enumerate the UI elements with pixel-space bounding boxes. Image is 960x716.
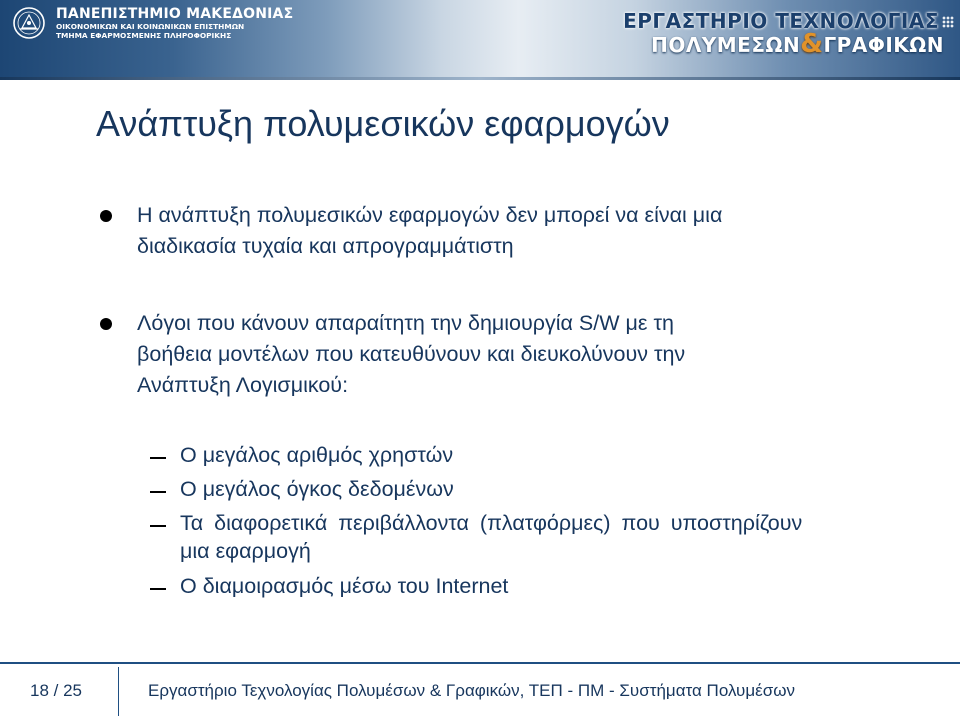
lab-name-line-1: ΕΡΓΑΣΤΗΡΙΟ ΤΕΧΝΟΛΟΓΙΑΣ xyxy=(623,9,939,33)
footer-separator xyxy=(118,667,119,716)
lab-name-line-2 xyxy=(623,29,944,59)
subitem-2: Ο μεγάλος όγκος δεδομένων xyxy=(180,477,454,501)
lab-name-polymeson: ΠΟΛΥΜΕΣΩΝ xyxy=(651,33,801,57)
lab-name-ampersand: & xyxy=(800,29,824,59)
lab-dots-decoration xyxy=(942,16,954,28)
bullet-2-line-1: Λόγοι που κάνουν απαραίτητη την δημιουργία S/W με τη xyxy=(137,311,674,335)
lab-name-grafikon: ΓΡΑΦΙΚΩΝ xyxy=(823,33,944,57)
university-seal-icon xyxy=(9,6,49,40)
subitem-3-line-1: Τα διαφορετικά περιβάλλοντα (πλατφόρμες) που υποστηρίζουν xyxy=(180,511,803,535)
university-subtitle-2: ΤΜΗΜΑ ΕΦΑΡΜΟΣΜΕΝΗΣ ΠΛΗΡΟΦΟΡΙΚΗΣ xyxy=(56,31,232,40)
footer-text: Εργαστήριο Τεχνολογίας Πολυμέσων & Γραφικών, ΤΕΠ - ΠΜ - Συστήματα Πολυμέσων xyxy=(148,681,795,700)
bullet-2-line-3: Ανάπτυξη Λογισμικού: xyxy=(137,373,349,397)
bullet-dot-icon xyxy=(100,318,112,330)
bullet-2-line-2: βοήθεια μοντέλων που κατευθύνουν και διευκολύνουν την xyxy=(137,342,686,366)
university-name: ΠΑΝΕΠΙΣΤΗΜΙΟ ΜΑΚΕΔΟΝΙΑΣ xyxy=(56,6,294,22)
dash-icon xyxy=(150,457,166,459)
bullet-dot-icon xyxy=(100,210,112,222)
header-banner xyxy=(0,0,960,80)
subitem-4: Ο διαμοιρασμός μέσω του Internet xyxy=(180,574,509,598)
lab-logo xyxy=(623,10,944,57)
bullet-1-line-2: διαδικασία τυχαία και απρογραμμάτιστη xyxy=(137,234,514,258)
subitem-3-line-2: μια εφαρμογή xyxy=(180,539,311,563)
footer-rule xyxy=(0,662,960,664)
page-number: 18 / 25 xyxy=(30,681,82,700)
subitem-1: Ο μεγάλος αριθμός χρηστών xyxy=(180,443,454,467)
university-subtitle-1: ΟΙΚΟΝΟΜΙΚΩΝ ΚΑΙ ΚΟΙΝΩΝΙΚΩΝ ΕΠΙΣΤΗΜΩΝ xyxy=(56,22,245,31)
dash-icon xyxy=(150,525,166,527)
dash-icon xyxy=(150,588,166,590)
university-title-block xyxy=(56,6,293,40)
slide-title: Ανάπτυξη πολυμεσικών εφαρμογών xyxy=(96,103,670,144)
dash-icon xyxy=(150,491,166,493)
bullet-1-line-1: Η ανάπτυξη πολυμεσικών εφαρμογών δεν μπορεί να είναι μια xyxy=(137,203,723,227)
